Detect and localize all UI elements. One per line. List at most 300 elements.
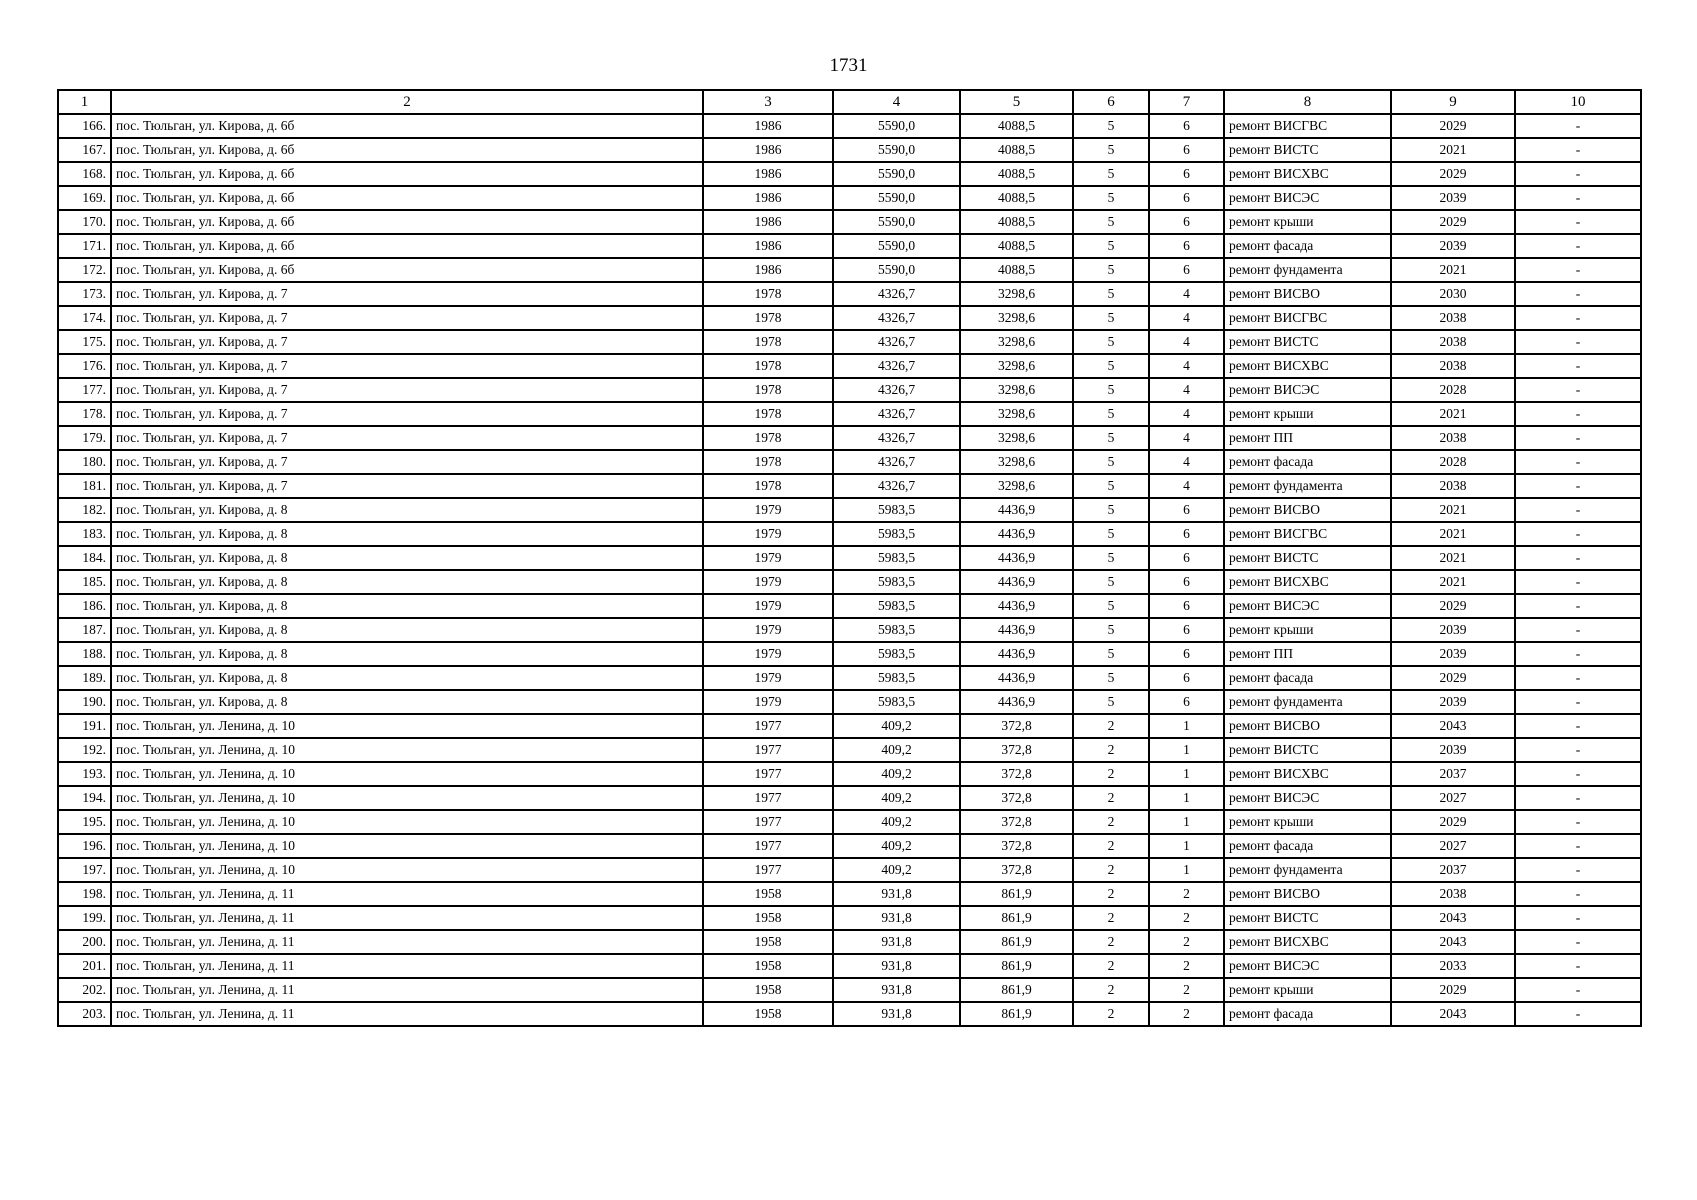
row-build-year: 1986	[703, 186, 833, 210]
row-total-area: 409,2	[833, 762, 960, 786]
column-header-10: 10	[1515, 90, 1641, 114]
row-note: -	[1515, 786, 1641, 810]
row-build-year: 1958	[703, 1002, 833, 1026]
row-plan-year: 2038	[1391, 330, 1515, 354]
row-plan-year: 2029	[1391, 210, 1515, 234]
row-plan-year: 2029	[1391, 114, 1515, 138]
row-address: пос. Тюльган, ул. Кирова, д. 8	[111, 594, 703, 618]
row-address: пос. Тюльган, ул. Ленина, д. 10	[111, 762, 703, 786]
row-work-type: ремонт ВИСГВС	[1224, 306, 1391, 330]
row-plan-year: 2037	[1391, 858, 1515, 882]
row-total-area: 5983,5	[833, 690, 960, 714]
column-header-7: 7	[1149, 90, 1224, 114]
row-living-area: 4436,9	[960, 522, 1073, 546]
row-living-area: 4436,9	[960, 690, 1073, 714]
row-number: 168.	[58, 162, 111, 186]
row-address: пос. Тюльган, ул. Кирова, д. 6б	[111, 138, 703, 162]
row-living-area: 4088,5	[960, 138, 1073, 162]
row-number: 203.	[58, 1002, 111, 1026]
row-build-year: 1977	[703, 762, 833, 786]
row-note: -	[1515, 762, 1641, 786]
row-entrances: 6	[1149, 498, 1224, 522]
row-build-year: 1977	[703, 786, 833, 810]
row-living-area: 4436,9	[960, 642, 1073, 666]
row-address: пос. Тюльган, ул. Ленина, д. 11	[111, 954, 703, 978]
row-floors: 5	[1073, 618, 1149, 642]
row-floors: 5	[1073, 426, 1149, 450]
row-floors: 5	[1073, 666, 1149, 690]
row-plan-year: 2021	[1391, 546, 1515, 570]
row-number: 177.	[58, 378, 111, 402]
table-row	[58, 306, 1641, 330]
row-build-year: 1979	[703, 618, 833, 642]
row-entrances: 6	[1149, 618, 1224, 642]
row-total-area: 5590,0	[833, 186, 960, 210]
table-row	[58, 690, 1641, 714]
row-number: 176.	[58, 354, 111, 378]
table-row	[58, 930, 1641, 954]
row-address: пос. Тюльган, ул. Кирова, д. 6б	[111, 234, 703, 258]
row-plan-year: 2029	[1391, 594, 1515, 618]
row-floors: 2	[1073, 762, 1149, 786]
row-note: -	[1515, 810, 1641, 834]
row-floors: 5	[1073, 162, 1149, 186]
row-note: -	[1515, 618, 1641, 642]
row-plan-year: 2021	[1391, 498, 1515, 522]
row-floors: 2	[1073, 810, 1149, 834]
table-row	[58, 450, 1641, 474]
row-entrances: 4	[1149, 306, 1224, 330]
row-entrances: 1	[1149, 762, 1224, 786]
row-work-type: ремонт крыши	[1224, 402, 1391, 426]
row-living-area: 4436,9	[960, 498, 1073, 522]
row-total-area: 409,2	[833, 858, 960, 882]
row-floors: 5	[1073, 546, 1149, 570]
row-floors: 5	[1073, 642, 1149, 666]
row-plan-year: 2039	[1391, 618, 1515, 642]
row-work-type: ремонт фасада	[1224, 234, 1391, 258]
row-plan-year: 2039	[1391, 642, 1515, 666]
row-build-year: 1958	[703, 978, 833, 1002]
row-build-year: 1958	[703, 906, 833, 930]
row-total-area: 931,8	[833, 978, 960, 1002]
row-build-year: 1986	[703, 234, 833, 258]
row-total-area: 5983,5	[833, 570, 960, 594]
row-address: пос. Тюльган, ул. Ленина, д. 10	[111, 834, 703, 858]
row-plan-year: 2043	[1391, 906, 1515, 930]
row-entrances: 6	[1149, 522, 1224, 546]
table-row	[58, 810, 1641, 834]
row-plan-year: 2033	[1391, 954, 1515, 978]
row-total-area: 409,2	[833, 738, 960, 762]
column-header-3: 3	[703, 90, 833, 114]
row-entrances: 4	[1149, 450, 1224, 474]
row-address: пос. Тюльган, ул. Ленина, д. 11	[111, 930, 703, 954]
row-number: 178.	[58, 402, 111, 426]
row-address: пос. Тюльган, ул. Кирова, д. 7	[111, 474, 703, 498]
row-floors: 2	[1073, 1002, 1149, 1026]
row-plan-year: 2038	[1391, 426, 1515, 450]
row-work-type: ремонт фундамента	[1224, 474, 1391, 498]
row-number: 181.	[58, 474, 111, 498]
row-living-area: 3298,6	[960, 282, 1073, 306]
row-build-year: 1986	[703, 258, 833, 282]
row-plan-year: 2039	[1391, 738, 1515, 762]
row-work-type: ремонт фасада	[1224, 666, 1391, 690]
row-living-area: 3298,6	[960, 474, 1073, 498]
row-living-area: 861,9	[960, 978, 1073, 1002]
table-row	[58, 258, 1641, 282]
row-address: пос. Тюльган, ул. Кирова, д. 8	[111, 522, 703, 546]
row-work-type: ремонт ВИСТС	[1224, 138, 1391, 162]
row-entrances: 6	[1149, 546, 1224, 570]
row-note: -	[1515, 186, 1641, 210]
table-row	[58, 762, 1641, 786]
row-build-year: 1958	[703, 954, 833, 978]
row-entrances: 4	[1149, 402, 1224, 426]
row-note: -	[1515, 738, 1641, 762]
row-living-area: 372,8	[960, 762, 1073, 786]
row-build-year: 1978	[703, 378, 833, 402]
row-note: -	[1515, 594, 1641, 618]
row-address: пос. Тюльган, ул. Кирова, д. 6б	[111, 258, 703, 282]
table-row	[58, 666, 1641, 690]
column-header-2: 2	[111, 90, 703, 114]
row-number: 179.	[58, 426, 111, 450]
row-address: пос. Тюльган, ул. Кирова, д. 6б	[111, 210, 703, 234]
row-plan-year: 2039	[1391, 690, 1515, 714]
row-living-area: 861,9	[960, 930, 1073, 954]
row-build-year: 1979	[703, 570, 833, 594]
row-entrances: 2	[1149, 1002, 1224, 1026]
row-entrances: 6	[1149, 138, 1224, 162]
row-total-area: 409,2	[833, 714, 960, 738]
row-note: -	[1515, 714, 1641, 738]
row-note: -	[1515, 138, 1641, 162]
row-floors: 5	[1073, 498, 1149, 522]
table-row	[58, 570, 1641, 594]
row-build-year: 1979	[703, 690, 833, 714]
row-living-area: 3298,6	[960, 306, 1073, 330]
row-work-type: ремонт ПП	[1224, 426, 1391, 450]
row-work-type: ремонт ВИСХВС	[1224, 354, 1391, 378]
table-row	[58, 642, 1641, 666]
row-address: пос. Тюльган, ул. Ленина, д. 11	[111, 1002, 703, 1026]
row-floors: 5	[1073, 210, 1149, 234]
row-entrances: 1	[1149, 738, 1224, 762]
table-row	[58, 354, 1641, 378]
row-total-area: 4326,7	[833, 402, 960, 426]
row-plan-year: 2021	[1391, 570, 1515, 594]
row-floors: 5	[1073, 282, 1149, 306]
row-plan-year: 2038	[1391, 474, 1515, 498]
row-living-area: 3298,6	[960, 402, 1073, 426]
row-total-area: 5590,0	[833, 114, 960, 138]
row-number: 184.	[58, 546, 111, 570]
row-entrances: 2	[1149, 978, 1224, 1002]
row-number: 180.	[58, 450, 111, 474]
row-note: -	[1515, 882, 1641, 906]
row-build-year: 1979	[703, 522, 833, 546]
row-work-type: ремонт ВИСЭС	[1224, 954, 1391, 978]
row-plan-year: 2028	[1391, 378, 1515, 402]
row-address: пос. Тюльган, ул. Кирова, д. 8	[111, 570, 703, 594]
row-note: -	[1515, 546, 1641, 570]
row-number: 194.	[58, 786, 111, 810]
table-row	[58, 210, 1641, 234]
row-work-type: ремонт ПП	[1224, 642, 1391, 666]
row-note: -	[1515, 426, 1641, 450]
row-entrances: 4	[1149, 330, 1224, 354]
row-entrances: 6	[1149, 210, 1224, 234]
row-address: пос. Тюльган, ул. Ленина, д. 11	[111, 978, 703, 1002]
row-note: -	[1515, 306, 1641, 330]
row-entrances: 6	[1149, 594, 1224, 618]
row-note: -	[1515, 930, 1641, 954]
row-work-type: ремонт ВИСВО	[1224, 498, 1391, 522]
row-note: -	[1515, 210, 1641, 234]
row-floors: 5	[1073, 378, 1149, 402]
row-number: 201.	[58, 954, 111, 978]
row-floors: 5	[1073, 234, 1149, 258]
row-note: -	[1515, 978, 1641, 1002]
row-plan-year: 2021	[1391, 258, 1515, 282]
row-entrances: 6	[1149, 570, 1224, 594]
table-row	[58, 858, 1641, 882]
row-note: -	[1515, 498, 1641, 522]
row-living-area: 4436,9	[960, 666, 1073, 690]
row-note: -	[1515, 666, 1641, 690]
row-entrances: 4	[1149, 282, 1224, 306]
row-plan-year: 2038	[1391, 306, 1515, 330]
row-total-area: 4326,7	[833, 474, 960, 498]
row-floors: 5	[1073, 354, 1149, 378]
row-address: пос. Тюльган, ул. Кирова, д. 7	[111, 330, 703, 354]
row-plan-year: 2021	[1391, 138, 1515, 162]
row-work-type: ремонт ВИСГВС	[1224, 114, 1391, 138]
row-work-type: ремонт ВИСТС	[1224, 330, 1391, 354]
row-total-area: 5983,5	[833, 522, 960, 546]
table-row	[58, 738, 1641, 762]
row-entrances: 1	[1149, 834, 1224, 858]
row-living-area: 372,8	[960, 834, 1073, 858]
row-note: -	[1515, 402, 1641, 426]
row-number: 170.	[58, 210, 111, 234]
row-work-type: ремонт фасада	[1224, 834, 1391, 858]
row-build-year: 1986	[703, 162, 833, 186]
row-build-year: 1978	[703, 282, 833, 306]
row-work-type: ремонт фундамента	[1224, 258, 1391, 282]
row-living-area: 861,9	[960, 954, 1073, 978]
row-floors: 2	[1073, 834, 1149, 858]
row-entrances: 2	[1149, 930, 1224, 954]
table-row	[58, 162, 1641, 186]
row-living-area: 4436,9	[960, 570, 1073, 594]
row-note: -	[1515, 954, 1641, 978]
row-entrances: 4	[1149, 378, 1224, 402]
row-work-type: ремонт фундамента	[1224, 858, 1391, 882]
row-living-area: 861,9	[960, 906, 1073, 930]
row-address: пос. Тюльган, ул. Ленина, д. 11	[111, 906, 703, 930]
row-note: -	[1515, 354, 1641, 378]
row-plan-year: 2037	[1391, 762, 1515, 786]
row-address: пос. Тюльган, ул. Кирова, д. 8	[111, 690, 703, 714]
row-plan-year: 2028	[1391, 450, 1515, 474]
table-row	[58, 234, 1641, 258]
row-total-area: 409,2	[833, 786, 960, 810]
row-number: 173.	[58, 282, 111, 306]
row-entrances: 4	[1149, 426, 1224, 450]
row-plan-year: 2043	[1391, 930, 1515, 954]
row-total-area: 5590,0	[833, 162, 960, 186]
row-address: пос. Тюльган, ул. Кирова, д. 6б	[111, 186, 703, 210]
row-living-area: 372,8	[960, 810, 1073, 834]
row-living-area: 4436,9	[960, 546, 1073, 570]
row-total-area: 5983,5	[833, 546, 960, 570]
table-row	[58, 954, 1641, 978]
row-plan-year: 2043	[1391, 714, 1515, 738]
row-build-year: 1977	[703, 714, 833, 738]
page-number: 1731	[829, 55, 868, 76]
row-entrances: 6	[1149, 186, 1224, 210]
row-number: 202.	[58, 978, 111, 1002]
row-number: 193.	[58, 762, 111, 786]
row-living-area: 372,8	[960, 786, 1073, 810]
row-plan-year: 2038	[1391, 354, 1515, 378]
row-total-area: 5983,5	[833, 498, 960, 522]
row-work-type: ремонт крыши	[1224, 810, 1391, 834]
row-work-type: ремонт ВИСХВС	[1224, 930, 1391, 954]
row-address: пос. Тюльган, ул. Кирова, д. 7	[111, 282, 703, 306]
row-number: 200.	[58, 930, 111, 954]
row-entrances: 1	[1149, 786, 1224, 810]
row-number: 188.	[58, 642, 111, 666]
row-work-type: ремонт ВИСЭС	[1224, 186, 1391, 210]
table-row	[58, 906, 1641, 930]
row-build-year: 1977	[703, 738, 833, 762]
row-number: 166.	[58, 114, 111, 138]
row-entrances: 6	[1149, 234, 1224, 258]
row-total-area: 5590,0	[833, 258, 960, 282]
row-floors: 2	[1073, 906, 1149, 930]
row-address: пос. Тюльган, ул. Ленина, д. 10	[111, 810, 703, 834]
row-number: 196.	[58, 834, 111, 858]
row-total-area: 4326,7	[833, 306, 960, 330]
row-work-type: ремонт ВИСВО	[1224, 282, 1391, 306]
row-build-year: 1978	[703, 474, 833, 498]
row-number: 174.	[58, 306, 111, 330]
column-header-9: 9	[1391, 90, 1515, 114]
table-row	[58, 330, 1641, 354]
row-address: пос. Тюльган, ул. Кирова, д. 7	[111, 402, 703, 426]
row-build-year: 1979	[703, 642, 833, 666]
row-living-area: 3298,6	[960, 354, 1073, 378]
row-living-area: 861,9	[960, 1002, 1073, 1026]
row-entrances: 6	[1149, 258, 1224, 282]
row-number: 167.	[58, 138, 111, 162]
row-total-area: 931,8	[833, 906, 960, 930]
table-row	[58, 1002, 1641, 1026]
row-work-type: ремонт ВИСХВС	[1224, 570, 1391, 594]
row-address: пос. Тюльган, ул. Кирова, д. 7	[111, 378, 703, 402]
row-floors: 5	[1073, 570, 1149, 594]
row-number: 195.	[58, 810, 111, 834]
row-total-area: 931,8	[833, 930, 960, 954]
row-work-type: ремонт ВИСЭС	[1224, 378, 1391, 402]
table-row	[58, 186, 1641, 210]
row-floors: 5	[1073, 186, 1149, 210]
row-address: пос. Тюльган, ул. Ленина, д. 10	[111, 738, 703, 762]
table-row	[58, 618, 1641, 642]
table-row	[58, 786, 1641, 810]
row-living-area: 372,8	[960, 738, 1073, 762]
row-work-type: ремонт ВИСХВС	[1224, 162, 1391, 186]
row-build-year: 1986	[703, 138, 833, 162]
row-work-type: ремонт крыши	[1224, 210, 1391, 234]
row-number: 172.	[58, 258, 111, 282]
row-floors: 5	[1073, 330, 1149, 354]
row-floors: 5	[1073, 522, 1149, 546]
row-number: 169.	[58, 186, 111, 210]
row-work-type: ремонт ВИСВО	[1224, 882, 1391, 906]
row-work-type: ремонт ВИСЭС	[1224, 786, 1391, 810]
row-entrances: 6	[1149, 690, 1224, 714]
row-floors: 5	[1073, 450, 1149, 474]
row-plan-year: 2030	[1391, 282, 1515, 306]
row-plan-year: 2027	[1391, 786, 1515, 810]
column-header-4: 4	[833, 90, 960, 114]
row-note: -	[1515, 834, 1641, 858]
table-row	[58, 426, 1641, 450]
row-build-year: 1958	[703, 882, 833, 906]
row-address: пос. Тюльган, ул. Кирова, д. 8	[111, 498, 703, 522]
row-number: 171.	[58, 234, 111, 258]
row-living-area: 4088,5	[960, 114, 1073, 138]
row-work-type: ремонт ВИСГВС	[1224, 522, 1391, 546]
row-build-year: 1986	[703, 210, 833, 234]
row-note: -	[1515, 858, 1641, 882]
table-row	[58, 282, 1641, 306]
row-total-area: 5590,0	[833, 138, 960, 162]
row-number: 190.	[58, 690, 111, 714]
row-entrances: 6	[1149, 642, 1224, 666]
table-body	[58, 114, 1641, 1026]
row-work-type: ремонт ВИСТС	[1224, 738, 1391, 762]
row-number: 175.	[58, 330, 111, 354]
row-entrances: 6	[1149, 666, 1224, 690]
row-plan-year: 2029	[1391, 978, 1515, 1002]
row-work-type: ремонт ВИСВО	[1224, 714, 1391, 738]
row-build-year: 1979	[703, 594, 833, 618]
row-total-area: 4326,7	[833, 426, 960, 450]
row-entrances: 2	[1149, 954, 1224, 978]
row-work-type: ремонт ВИСЭС	[1224, 594, 1391, 618]
row-note: -	[1515, 642, 1641, 666]
table-row	[58, 714, 1641, 738]
row-floors: 5	[1073, 306, 1149, 330]
row-build-year: 1977	[703, 834, 833, 858]
row-total-area: 5983,5	[833, 666, 960, 690]
row-address: пос. Тюльган, ул. Ленина, д. 10	[111, 858, 703, 882]
row-number: 183.	[58, 522, 111, 546]
row-floors: 5	[1073, 594, 1149, 618]
row-total-area: 5590,0	[833, 210, 960, 234]
row-address: пос. Тюльган, ул. Кирова, д. 7	[111, 426, 703, 450]
table-row	[58, 978, 1641, 1002]
row-total-area: 931,8	[833, 882, 960, 906]
row-living-area: 4088,5	[960, 186, 1073, 210]
row-entrances: 1	[1149, 714, 1224, 738]
